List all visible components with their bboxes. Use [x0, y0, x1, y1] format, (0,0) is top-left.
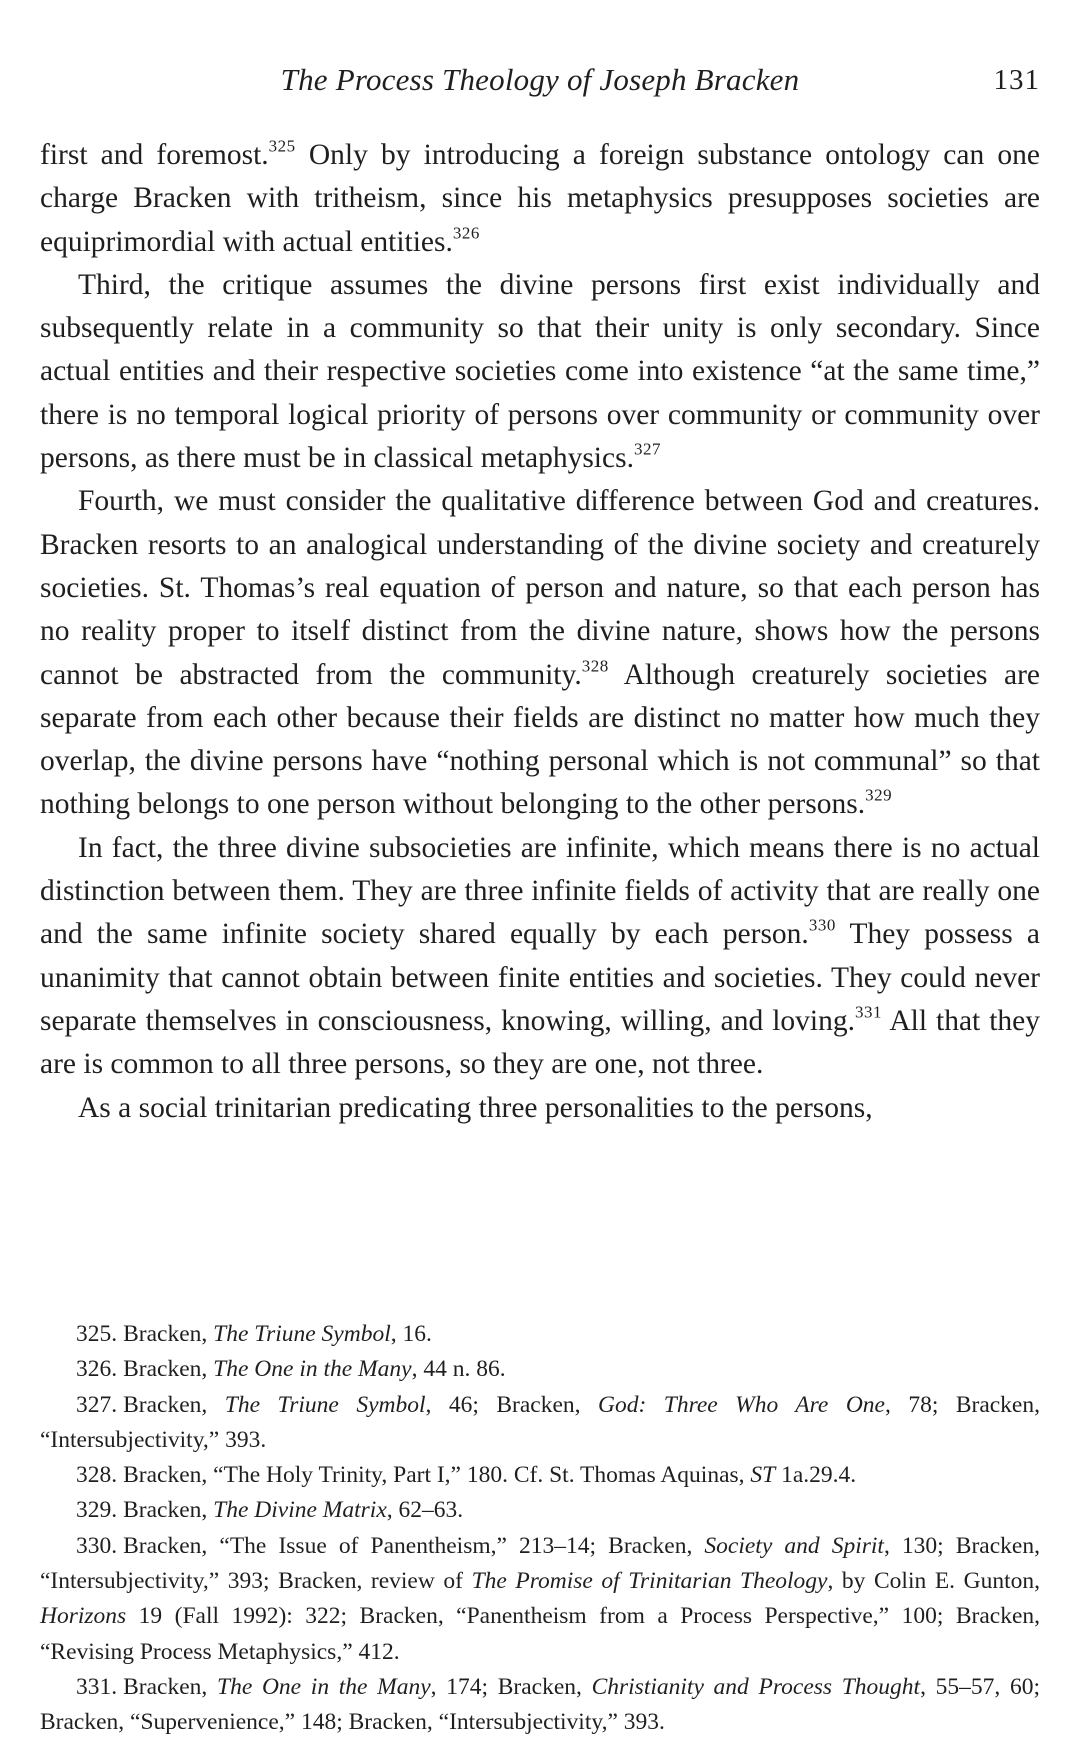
footnote-number: 331. — [76, 1673, 118, 1700]
footnote-text: , 130; Bracken, “Intersubjectivity,” 393; Bracken, review of — [40, 1532, 1040, 1595]
footnote-text: , 16. — [390, 1321, 432, 1347]
footnote-text: 19 (Fall 1992): 322; Bracken, “Panentheism from a Process Perspective,” 100; Bracken, “Revising Process Metaphysics,” 412. — [40, 1603, 1040, 1665]
footnote — [40, 1529, 1040, 1670]
page-number: 131 — [993, 64, 1040, 96]
footnote-title: The Divine Matrix — [213, 1497, 387, 1524]
footnote-marker: 330 — [808, 915, 836, 935]
footnote-title: The Triune Symbol — [224, 1391, 426, 1418]
footnote-marker: 328 — [581, 655, 609, 675]
paragraph — [40, 827, 1040, 1087]
footnote — [40, 1493, 1040, 1528]
paragraph-text: They possess a unanimity that cannot obtain between finite entities and societies. They could never separate themselves in consciousness, knowing, willing, and loving. — [40, 918, 1040, 1037]
footnote — [40, 1352, 1040, 1387]
footnote-marker: 327 — [633, 439, 661, 459]
paragraph-text: Only by introducing a foreign substance ontology can one charge Bracken with tritheism, since his metaphysics presupposes societies are equiprimordial with actual entities. — [40, 139, 1040, 258]
running-head — [40, 58, 1040, 102]
body-text — [40, 134, 1040, 1130]
paragraph-text: As a social trinitarian predicating three personalities to the persons, — [78, 1091, 873, 1124]
footnote-marker: 331 — [854, 1002, 882, 1022]
paragraph — [40, 134, 1040, 264]
footnote-number: 330. — [76, 1532, 118, 1559]
paragraph-text: Although creaturely societies are separate from each other because their fields are distinct no matter how much they overlap, the divine persons have “nothing personal which is not communal” so that nothing belongs to one person without belonging to the other persons. — [40, 658, 1040, 821]
paragraph — [40, 480, 1040, 826]
footnote-text: Bracken, — [123, 1391, 225, 1418]
footnote-number: 325. — [76, 1321, 118, 1347]
footnote — [40, 1670, 1040, 1741]
paragraph-text: Third, the critique assumes the divine persons first exist individually and subsequently relate in a community so that their unity is only secondary. Since actual entities and their respective societies come into existence “at the same time,” there is no temporal logical priority of persons over community or community over persons, as there must be in classical metaphysics. — [40, 268, 1040, 475]
footnote-title: Horizons — [40, 1603, 127, 1630]
footnote-text: Bracken, “The Holy Trinity, Part I,” 180. Cf. St. Thomas Aquinas, — [123, 1462, 751, 1489]
footnote-text: Bracken, — [123, 1673, 217, 1700]
footnote-marker: 326 — [452, 222, 480, 242]
footnote — [40, 1317, 1040, 1352]
footnote-title: The One in the Many — [213, 1356, 412, 1383]
paragraph-text: In fact, the three divine subsocieties are infinite, which means there is no actual distinction between them. They are three infinite fields of activity that are really one and the same infinite society shared equally by each person. — [40, 831, 1040, 951]
footnote-text: , 55–57, 60; Bracken, “Supervenience,” 148; Bracken, “Intersubjectivity,” 393. — [40, 1673, 1040, 1736]
footnote-text: , 62–63. — [386, 1497, 464, 1524]
footnote-title: The Triune Symbol — [213, 1321, 391, 1347]
footnote-text: , 174; Bracken, — [430, 1673, 592, 1700]
footnote-title: Society and Spirit — [704, 1532, 884, 1559]
paragraph — [40, 1087, 1040, 1130]
paragraph-text: All that they are is common to all three persons, so they are one, not three. — [40, 1004, 1040, 1081]
footnote-title: Christianity and Process Thought — [591, 1673, 921, 1700]
footnote — [40, 1388, 1040, 1459]
footnote-marker: 325 — [268, 136, 296, 156]
footnote-marker: 329 — [865, 785, 893, 805]
footnotes — [40, 1317, 1040, 1741]
footnote-text: , by Colin E. Gunton, — [827, 1568, 1040, 1595]
footnote-text: Bracken, — [123, 1321, 214, 1347]
footnote-number: 329. — [76, 1497, 118, 1524]
footnote-number: 326. — [76, 1356, 118, 1383]
footnote — [40, 1458, 1040, 1493]
footnote-title: God: Three Who Are One — [598, 1391, 885, 1418]
footnote-title: The One in the Many — [217, 1673, 431, 1700]
footnote-text: Bracken, — [123, 1356, 214, 1383]
paragraph-text: Fourth, we must consider the qualitative difference between God and creatures. Bracken resorts to an analogical understanding of the divine society and creaturely societies. St. Thomas’s real equation of person and nature, so that each person has no reality proper to itself distinct from the divine nature, shows how the persons cannot be abstracted from the community. — [40, 485, 1040, 691]
footnote-text: Bracken, — [123, 1497, 214, 1524]
footnote-title: ST — [750, 1462, 776, 1489]
footnote-text: , 78; Bracken, “Intersubjectivity,” 393. — [40, 1391, 1040, 1453]
footnote-text: Bracken, “The Issue of Panentheism,” 213–14; Bracken, — [123, 1532, 705, 1559]
footnote-text: 1a.29.4. — [775, 1462, 857, 1489]
footnote-title: The Promise of Trinitarian Theology — [471, 1568, 828, 1595]
footnote-number: 327. — [76, 1391, 118, 1418]
footnote-number: 328. — [76, 1462, 118, 1489]
footnote-text: , 44 n. 86. — [411, 1356, 506, 1383]
paragraph — [40, 264, 1040, 480]
running-title: The Process Theology of Joseph Bracken — [280, 62, 800, 97]
footnote-text: , 46; Bracken, — [425, 1391, 598, 1418]
paragraph-text: first and foremost. — [40, 139, 269, 171]
